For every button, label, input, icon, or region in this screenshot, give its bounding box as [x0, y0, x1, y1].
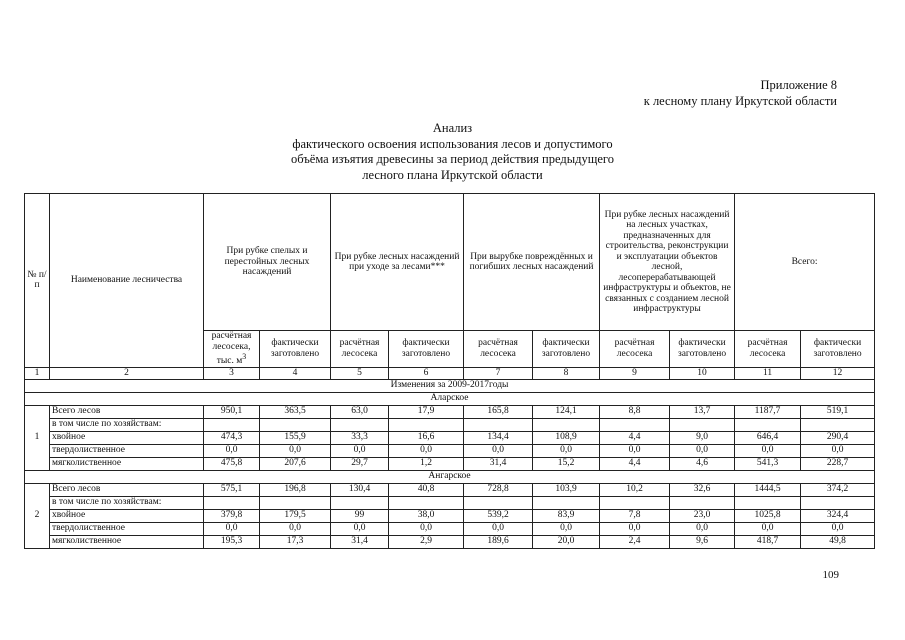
value-cell: 0,0	[464, 522, 533, 535]
value-cell	[735, 496, 801, 509]
value-cell: 728,8	[464, 483, 533, 496]
title-line-2: фактического освоения использования лесов и допустимого	[292, 136, 613, 151]
subheader-fact: фактически заготовлено	[533, 331, 600, 368]
value-cell	[389, 418, 464, 431]
row-label: Всего лесов	[50, 483, 204, 496]
table-row	[25, 483, 875, 496]
value-cell: 155,9	[260, 431, 331, 444]
value-cell: 16,6	[389, 431, 464, 444]
value-cell	[600, 418, 670, 431]
value-cell: 8,8	[600, 405, 670, 418]
value-cell: 33,3	[331, 431, 389, 444]
value-cell: 0,0	[735, 444, 801, 457]
value-cell: 63,0	[331, 405, 389, 418]
value-cell	[204, 418, 260, 431]
value-cell: 10,2	[600, 483, 670, 496]
value-cell	[533, 496, 600, 509]
column-number: 5	[331, 367, 389, 379]
value-cell: 17,9	[389, 405, 464, 418]
value-cell: 20,0	[533, 535, 600, 548]
header-no: № п/п	[25, 194, 50, 368]
value-cell: 575,1	[204, 483, 260, 496]
row-label: хвойное	[50, 431, 204, 444]
appendix-line-1: Приложение 8	[760, 78, 837, 92]
subheader-calc: расчётная лесосека	[735, 331, 801, 368]
value-cell: 1,2	[389, 457, 464, 470]
value-cell: 539,2	[464, 509, 533, 522]
table-row	[25, 496, 875, 509]
value-cell: 0,0	[735, 522, 801, 535]
subheader-fact: фактически заготовлено	[260, 331, 331, 368]
table-row	[25, 457, 875, 470]
value-cell	[801, 496, 875, 509]
value-cell: 130,4	[331, 483, 389, 496]
value-cell	[260, 496, 331, 509]
value-cell: 7,8	[600, 509, 670, 522]
row-label: твердолиственное	[50, 522, 204, 535]
value-cell: 4,4	[600, 457, 670, 470]
value-cell: 103,9	[533, 483, 600, 496]
value-cell: 0,0	[260, 522, 331, 535]
row-label: твердолиственное	[50, 444, 204, 457]
value-cell: 363,5	[260, 405, 331, 418]
value-cell	[464, 418, 533, 431]
table-row	[25, 418, 875, 431]
value-cell: 196,8	[260, 483, 331, 496]
appendix-line-2: к лесному плану Иркутской области	[643, 94, 837, 108]
value-cell: 15,2	[533, 457, 600, 470]
value-cell	[670, 496, 735, 509]
column-number: 4	[260, 367, 331, 379]
value-cell: 49,8	[801, 535, 875, 548]
column-number: 10	[670, 367, 735, 379]
forestry-section-row	[25, 470, 875, 483]
value-cell: 0,0	[533, 522, 600, 535]
header-group-damaged: При вырубке повреждённых и погибших лесных насаждений	[464, 194, 600, 331]
period-row	[25, 379, 875, 392]
value-cell: 0,0	[670, 522, 735, 535]
value-cell	[801, 418, 875, 431]
value-cell: 32,6	[670, 483, 735, 496]
column-number: 7	[464, 367, 533, 379]
value-cell: 13,7	[670, 405, 735, 418]
value-cell: 418,7	[735, 535, 801, 548]
value-cell: 1187,7	[735, 405, 801, 418]
row-label: Всего лесов	[50, 405, 204, 418]
value-cell: 124,1	[533, 405, 600, 418]
value-cell: 189,6	[464, 535, 533, 548]
header-group-construction: При рубке лесных насаждений на лесных участках, предназначенных для строительства, реконструкции и эксплуатации объектов лесной, лесоперерабатывающей инфраструктуры и объектов, не связанных с созданием лесной инфраструктуры	[600, 194, 735, 331]
subheader-calc-text: расчётная лесосека, тыс. м	[211, 331, 252, 367]
value-cell	[331, 418, 389, 431]
period-label: Изменения за 2009-2017годы	[25, 379, 875, 392]
value-cell: 31,4	[331, 535, 389, 548]
value-cell	[204, 496, 260, 509]
value-cell: 0,0	[464, 444, 533, 457]
subheader-fact: фактически заготовлено	[670, 331, 735, 368]
column-number: 11	[735, 367, 801, 379]
subheader-calc: расчётная лесосека	[600, 331, 670, 368]
forestry-number: 2	[25, 483, 50, 548]
value-cell: 134,4	[464, 431, 533, 444]
header-forestry-name: Наименование лесничества	[50, 194, 204, 368]
value-cell	[533, 418, 600, 431]
value-cell: 4,6	[670, 457, 735, 470]
value-cell: 1444,5	[735, 483, 801, 496]
subheader-calc: расчётная лесосека	[464, 331, 533, 368]
forestry-number: 1	[25, 405, 50, 470]
value-cell: 165,8	[464, 405, 533, 418]
subheader-calc-sup: 3	[242, 352, 247, 361]
subheader-calc-first	[204, 331, 260, 368]
value-cell: 0,0	[533, 444, 600, 457]
value-cell: 2,9	[389, 535, 464, 548]
table-row	[25, 444, 875, 457]
value-cell: 40,8	[389, 483, 464, 496]
value-cell: 108,9	[533, 431, 600, 444]
value-cell	[389, 496, 464, 509]
table-row	[25, 535, 875, 548]
table-row	[25, 522, 875, 535]
column-number: 8	[533, 367, 600, 379]
title-line-1: Анализ	[432, 121, 473, 135]
value-cell: 23,0	[670, 509, 735, 522]
header-group-care: При рубке лесных насаждений при уходе за лесами***	[331, 194, 464, 331]
value-cell: 374,2	[801, 483, 875, 496]
row-label: в том числе по хозяйствам:	[50, 496, 204, 509]
value-cell: 0,0	[670, 444, 735, 457]
document-title	[0, 121, 905, 183]
value-cell: 83,9	[533, 509, 600, 522]
page-number: 109	[822, 569, 839, 581]
value-cell: 195,3	[204, 535, 260, 548]
value-cell: 228,7	[801, 457, 875, 470]
value-cell: 4,4	[600, 431, 670, 444]
value-cell: 0,0	[389, 522, 464, 535]
value-cell: 0,0	[204, 522, 260, 535]
title-line-3: объёма изъятия древесины за период действия предыдущего	[291, 152, 614, 166]
row-label: хвойное	[50, 509, 204, 522]
value-cell: 0,0	[260, 444, 331, 457]
value-cell	[331, 496, 389, 509]
forestry-name: Аларское	[25, 392, 875, 405]
column-number: 6	[389, 367, 464, 379]
value-cell: 474,3	[204, 431, 260, 444]
subheader-fact: фактически заготовлено	[389, 331, 464, 368]
value-cell: 29,7	[331, 457, 389, 470]
value-cell: 519,1	[801, 405, 875, 418]
forestry-section-row	[25, 392, 875, 405]
header-group-total: Всего:	[735, 194, 875, 331]
header-group-mature: При рубке спелых и перестойных лесных насаждений	[204, 194, 331, 331]
row-label: в том числе по хозяйствам:	[50, 418, 204, 431]
value-cell	[670, 418, 735, 431]
value-cell: 17,3	[260, 535, 331, 548]
value-cell: 1025,8	[735, 509, 801, 522]
column-number: 9	[600, 367, 670, 379]
analysis-table	[24, 193, 875, 549]
column-number: 12	[801, 367, 875, 379]
value-cell: 9,0	[670, 431, 735, 444]
value-cell: 0,0	[801, 444, 875, 457]
value-cell	[464, 496, 533, 509]
column-number-row	[25, 367, 875, 379]
column-number: 1	[25, 367, 50, 379]
forestry-name: Ангарское	[25, 470, 875, 483]
table-row	[25, 405, 875, 418]
value-cell: 0,0	[801, 522, 875, 535]
value-cell	[600, 496, 670, 509]
column-number: 2	[50, 367, 204, 379]
appendix-heading	[644, 77, 837, 109]
value-cell: 541,3	[735, 457, 801, 470]
value-cell: 324,4	[801, 509, 875, 522]
value-cell: 290,4	[801, 431, 875, 444]
value-cell	[735, 418, 801, 431]
value-cell: 31,4	[464, 457, 533, 470]
subheader-calc: расчётная лесосека	[331, 331, 389, 368]
value-cell: 38,0	[389, 509, 464, 522]
row-label: мягколиственное	[50, 535, 204, 548]
value-cell: 0,0	[331, 522, 389, 535]
value-cell: 9,6	[670, 535, 735, 548]
value-cell: 179,5	[260, 509, 331, 522]
table-row	[25, 509, 875, 522]
table-row	[25, 431, 875, 444]
value-cell: 950,1	[204, 405, 260, 418]
value-cell: 207,6	[260, 457, 331, 470]
row-label: мягколиственное	[50, 457, 204, 470]
value-cell: 0,0	[204, 444, 260, 457]
value-cell	[260, 418, 331, 431]
value-cell: 0,0	[389, 444, 464, 457]
value-cell: 2,4	[600, 535, 670, 548]
value-cell: 379,8	[204, 509, 260, 522]
value-cell: 646,4	[735, 431, 801, 444]
value-cell: 0,0	[600, 444, 670, 457]
value-cell: 475,8	[204, 457, 260, 470]
subheader-fact: фактически заготовлено	[801, 331, 875, 368]
value-cell: 0,0	[331, 444, 389, 457]
title-line-4: лесного плана Иркутской области	[362, 167, 543, 182]
value-cell: 0,0	[600, 522, 670, 535]
value-cell: 99	[331, 509, 389, 522]
column-number: 3	[204, 367, 260, 379]
